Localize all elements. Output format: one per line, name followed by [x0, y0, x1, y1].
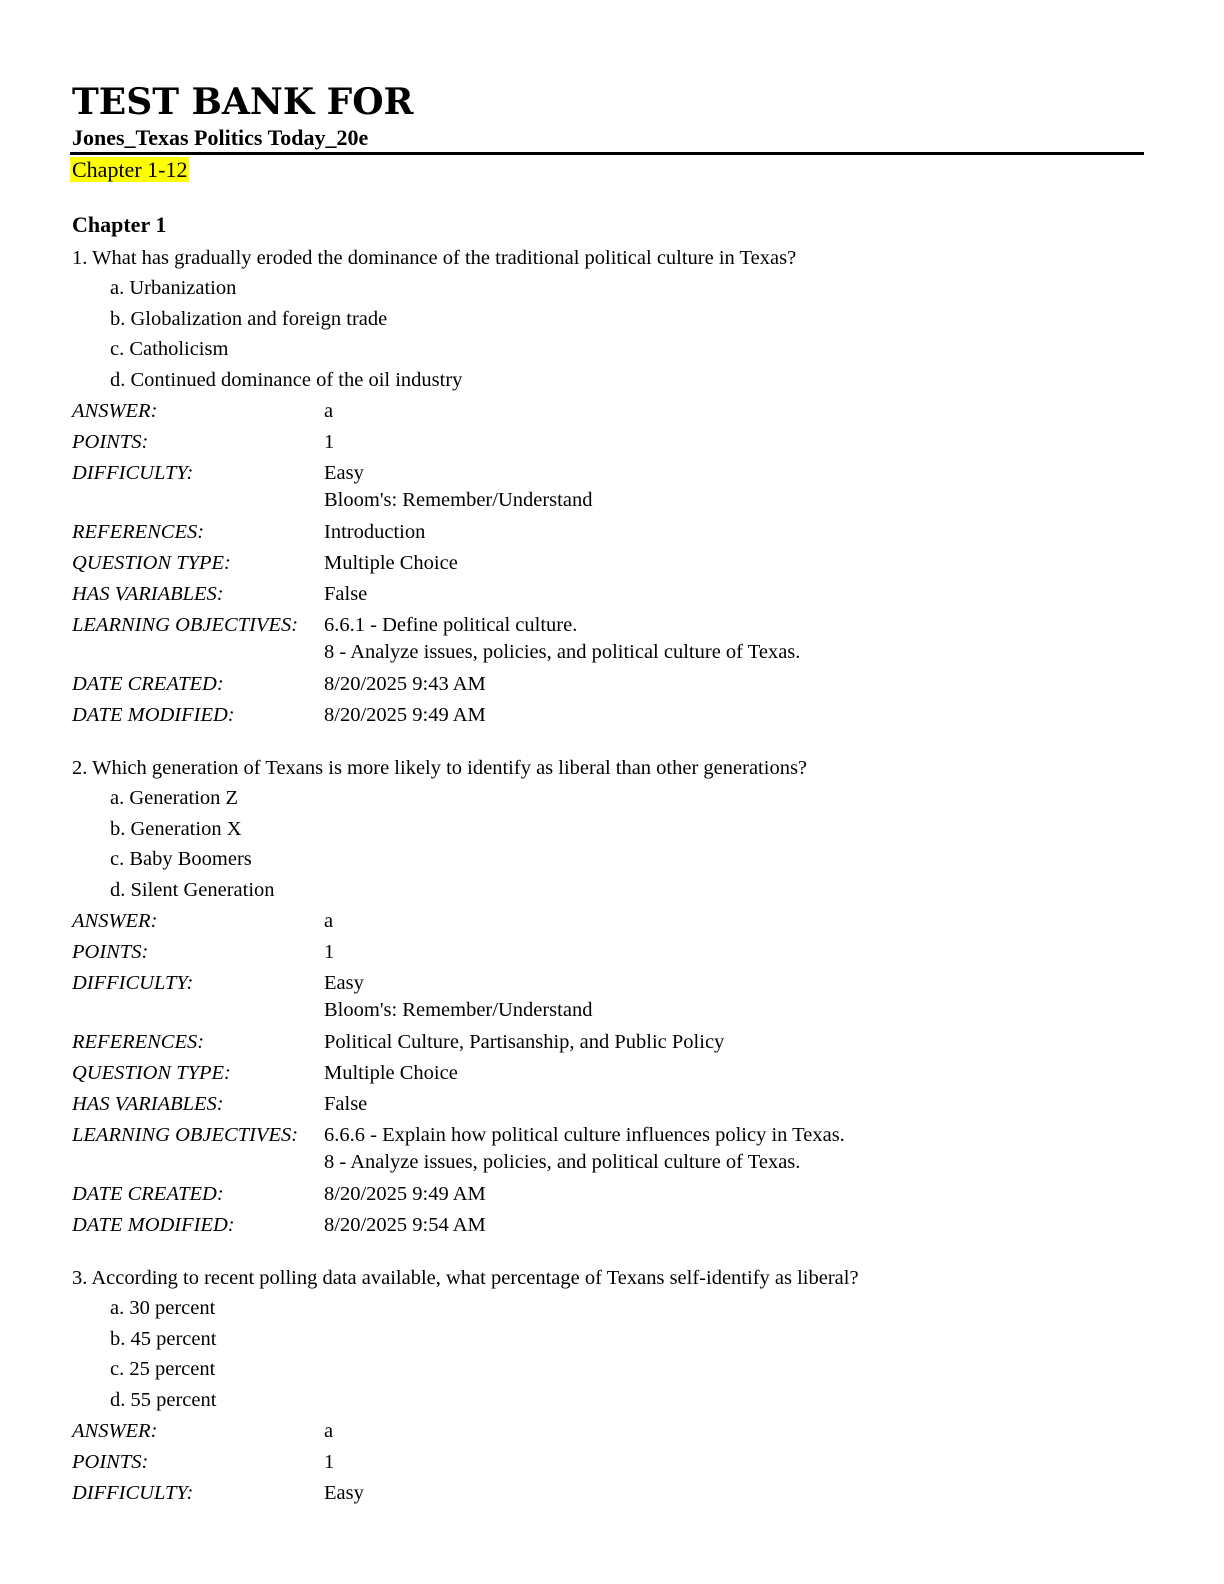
meta-label: LEARNING OBJECTIVES: [72, 614, 299, 636]
meta-label: REFERENCES: [72, 1031, 205, 1053]
meta-value-answer: a [324, 910, 334, 932]
answer-options [70, 1293, 1144, 1415]
question-metadata [70, 396, 1144, 731]
meta-row-points [70, 1447, 1144, 1478]
meta-value-points: 1 [324, 941, 335, 963]
meta-value-date-created: 8/20/2025 9:43 AM [324, 673, 486, 695]
meta-label: REFERENCES: [72, 521, 205, 543]
meta-value-date-created: 8/20/2025 9:49 AM [324, 1183, 486, 1205]
difficulty-level: Easy [324, 462, 364, 484]
document-title: TEST BANK FOR [72, 81, 414, 123]
difficulty-level: Easy [324, 972, 364, 994]
meta-label: POINTS: [72, 941, 149, 963]
question-metadata [70, 1416, 1144, 1509]
meta-row-answer [70, 1416, 1144, 1447]
meta-label: DIFFICULTY: [72, 462, 194, 484]
learning-objective: 6.6.6 - Explain how political culture influences policy in Texas. [324, 1124, 845, 1146]
meta-value-points: 1 [324, 1451, 335, 1473]
meta-row-references [70, 1027, 1144, 1058]
question-block [70, 1263, 1144, 1509]
option-b: b. 45 percent [110, 1327, 217, 1350]
chapter-range-highlight: Chapter 1-12 [72, 157, 188, 182]
meta-label: QUESTION TYPE: [72, 1062, 231, 1084]
question-metadata [70, 906, 1144, 1241]
meta-label: QUESTION TYPE: [72, 552, 231, 574]
option-d: d. 55 percent [110, 1388, 217, 1411]
question-prompt: 1. What has gradually eroded the dominance of the traditional political culture in Texas? [72, 247, 797, 269]
meta-label: DIFFICULTY: [72, 972, 194, 994]
meta-label: POINTS: [72, 1451, 149, 1473]
option-c: c. Baby Boomers [110, 848, 252, 870]
document-page [70, 80, 1144, 1509]
meta-label: ANSWER: [72, 910, 158, 932]
learning-objective: 8 - Analyze issues, policies, and political culture of Texas. [324, 641, 801, 663]
meta-value-date-modified: 8/20/2025 9:49 AM [324, 704, 486, 726]
meta-label: DATE CREATED: [72, 673, 224, 695]
meta-label: DATE CREATED: [72, 1183, 224, 1205]
meta-value-answer: a [324, 400, 334, 422]
meta-value-learning-objectives [324, 1120, 845, 1179]
meta-row-difficulty [70, 1478, 1144, 1509]
option-d: d. Continued dominance of the oil industry [110, 368, 463, 391]
meta-value-references: Political Culture, Partisanship, and Public Policy [324, 1031, 725, 1053]
question-block [70, 243, 1144, 731]
meta-label: ANSWER: [72, 400, 158, 422]
option-c: c. Catholicism [110, 338, 229, 360]
meta-row-learning-objectives [70, 610, 1144, 669]
meta-row-points [70, 427, 1144, 458]
option-d: d. Silent Generation [110, 878, 275, 901]
question-prompt: 3. According to recent polling data available, what percentage of Texans self-identify as liberal? [72, 1267, 859, 1289]
difficulty-bloom: Bloom's: Remember/Understand [324, 489, 593, 511]
meta-value-learning-objectives [324, 610, 800, 669]
meta-row-has-variables [70, 579, 1144, 610]
learning-objective: 6.6.1 - Define political culture. [324, 614, 578, 636]
option-a: a. Urbanization [110, 277, 237, 299]
meta-label: POINTS: [72, 431, 149, 453]
chapter-range-row [70, 155, 1144, 185]
meta-row-difficulty [70, 968, 1144, 1027]
option-a: a. Generation Z [110, 787, 239, 809]
option-b: b. Generation X [110, 817, 242, 840]
option-a: a. 30 percent [110, 1297, 216, 1319]
meta-value-references: Introduction [324, 521, 426, 543]
option-b: b. Globalization and foreign trade [110, 307, 388, 330]
difficulty-level: Easy [324, 1482, 364, 1504]
meta-row-date-created [70, 669, 1144, 700]
meta-label: DATE MODIFIED: [72, 704, 235, 726]
option-c: c. 25 percent [110, 1358, 216, 1380]
meta-value-question-type: Multiple Choice [324, 1062, 458, 1084]
meta-value-question-type: Multiple Choice [324, 552, 458, 574]
meta-row-date-modified [70, 1210, 1144, 1241]
meta-value-has-variables: False [324, 583, 368, 605]
meta-row-question-type [70, 548, 1144, 579]
learning-objective: 8 - Analyze issues, policies, and political culture of Texas. [324, 1151, 801, 1173]
meta-label: ANSWER: [72, 1420, 158, 1442]
meta-value-difficulty [324, 458, 592, 517]
meta-row-learning-objectives [70, 1120, 1144, 1179]
meta-row-date-modified [70, 700, 1144, 731]
meta-value-has-variables: False [324, 1093, 368, 1115]
meta-label: HAS VARIABLES: [72, 1093, 224, 1115]
meta-value-answer: a [324, 1420, 334, 1442]
question-prompt: 2. Which generation of Texans is more likely to identify as liberal than other generations? [72, 757, 808, 779]
meta-row-has-variables [70, 1089, 1144, 1120]
meta-row-question-type [70, 1058, 1144, 1089]
meta-row-references [70, 517, 1144, 548]
meta-value-difficulty [324, 1478, 364, 1509]
meta-label: DATE MODIFIED: [72, 1214, 235, 1236]
answer-options [70, 273, 1144, 395]
meta-row-points [70, 937, 1144, 968]
document-subtitle: Jones_Texas Politics Today_20e [72, 125, 369, 150]
answer-options [70, 783, 1144, 905]
chapter-heading: Chapter 1 [72, 212, 167, 237]
question-block [70, 753, 1144, 1241]
meta-value-difficulty [324, 968, 592, 1027]
meta-label: HAS VARIABLES: [72, 583, 224, 605]
meta-value-points: 1 [324, 431, 335, 453]
meta-label: LEARNING OBJECTIVES: [72, 1124, 299, 1146]
meta-row-answer [70, 396, 1144, 427]
meta-row-answer [70, 906, 1144, 937]
meta-row-difficulty [70, 458, 1144, 517]
meta-value-date-modified: 8/20/2025 9:54 AM [324, 1214, 486, 1236]
difficulty-bloom: Bloom's: Remember/Understand [324, 999, 593, 1021]
meta-row-date-created [70, 1179, 1144, 1210]
meta-label: DIFFICULTY: [72, 1482, 194, 1504]
